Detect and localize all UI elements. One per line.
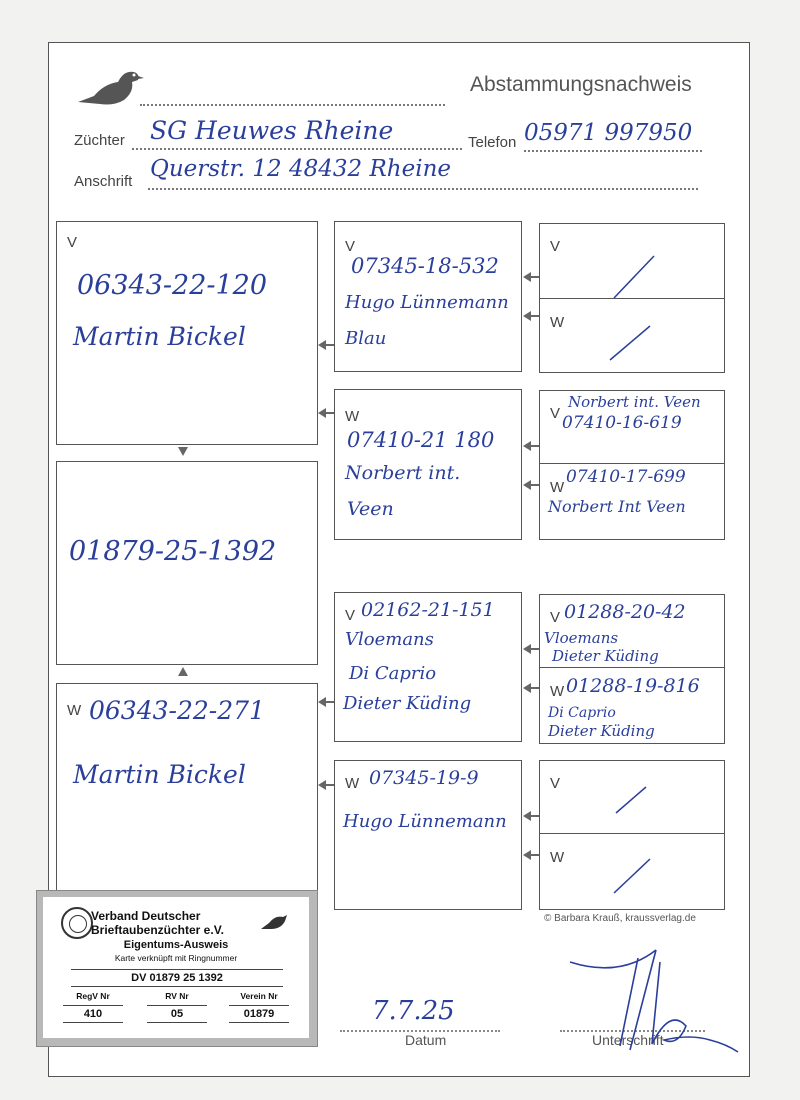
arrow-left-icon bbox=[318, 780, 326, 790]
gp-mm-sex: W bbox=[345, 775, 360, 792]
phone-dotted-line bbox=[524, 150, 702, 152]
gp-ff-sex: V bbox=[345, 238, 356, 255]
arrow-left-icon bbox=[523, 811, 531, 821]
gp-fm-ring: 07410-21 180 bbox=[347, 428, 495, 452]
arrow-down-icon bbox=[178, 447, 188, 456]
gp-ff-owner: Hugo Lünnemann bbox=[345, 292, 509, 313]
ggp-4-w-label: W bbox=[550, 849, 565, 866]
address-value[interactable]: Querstr. 12 48432 Rheine bbox=[150, 156, 451, 182]
pigeon-icon bbox=[74, 62, 146, 110]
copyright-text: © Barbara Krauß, kraussverlag.de bbox=[544, 913, 696, 924]
ggp-2-w-label: W bbox=[550, 479, 565, 496]
ggp-3-v-label: V bbox=[550, 609, 561, 626]
signature-scribble[interactable] bbox=[560, 938, 740, 1058]
arrow-left-icon bbox=[523, 644, 531, 654]
father-box[interactable] bbox=[56, 221, 318, 445]
gp-mf-line2: Di Caprio bbox=[349, 663, 437, 684]
date-label: Datum bbox=[405, 1032, 447, 1048]
grandfather-paternal-box[interactable] bbox=[334, 221, 522, 372]
association-logo-icon bbox=[61, 907, 93, 939]
ggp-4-v-label: V bbox=[550, 775, 561, 792]
ggp-3-w-line1: Di Caprio bbox=[548, 705, 616, 721]
card-col2-head: RV Nr bbox=[165, 991, 189, 1001]
father-owner: Martin Bickel bbox=[73, 322, 246, 351]
empty-slash-icon bbox=[610, 252, 660, 302]
address-label: Anschrift bbox=[74, 173, 133, 190]
pigeon-ring: 01879-25-1392 bbox=[69, 536, 277, 567]
card-col3-head: Verein Nr bbox=[240, 991, 278, 1001]
pigeon-box[interactable] bbox=[56, 461, 318, 665]
arrow-up-icon bbox=[178, 667, 188, 676]
gp-fm-owner-2: Veen bbox=[347, 498, 394, 520]
ggp-1-w-label: W bbox=[550, 314, 565, 331]
empty-slash-icon bbox=[610, 853, 654, 897]
mother-owner: Martin Bickel bbox=[73, 760, 246, 789]
arrow-left-icon bbox=[318, 408, 326, 418]
gp-fm-owner-1: Norbert int. bbox=[345, 462, 461, 484]
grandmother-maternal-box[interactable] bbox=[334, 760, 522, 910]
gp-mf-sex: V bbox=[345, 607, 356, 624]
empty-slash-icon bbox=[612, 781, 652, 817]
arrow-left-icon bbox=[523, 683, 531, 693]
card-title: Eigentums-Ausweis bbox=[123, 939, 229, 951]
ggp-3-w-line2: Dieter Küding bbox=[548, 722, 655, 740]
arrow-left-icon bbox=[318, 697, 326, 707]
signature-label: Unterschrift bbox=[592, 1032, 664, 1048]
document-title: Abstammungsnachweis bbox=[470, 73, 692, 96]
ownership-card bbox=[36, 890, 318, 1047]
ggp-2-v-label: V bbox=[550, 405, 561, 422]
ggp-3-w-label: W bbox=[550, 683, 565, 700]
ggp-3-v-line1: Vloemans bbox=[544, 629, 619, 647]
arrow-left-icon bbox=[523, 311, 531, 321]
card-col3-value: 01879 bbox=[229, 1005, 289, 1023]
ggp-3-v-ring: 01288-20-42 bbox=[564, 601, 686, 623]
card-col1-value: 410 bbox=[63, 1005, 123, 1023]
arrow-left-icon bbox=[523, 272, 531, 282]
grandmother-paternal-box[interactable] bbox=[334, 389, 522, 540]
card-col2-value: 05 bbox=[147, 1005, 207, 1023]
father-sex-label: V bbox=[67, 234, 78, 251]
mother-box[interactable] bbox=[56, 683, 318, 908]
father-ring: 06343-22-120 bbox=[77, 270, 268, 301]
arrow-left-icon bbox=[523, 480, 531, 490]
ggp-1-v-label: V bbox=[550, 238, 561, 255]
ggp-3-v-line2: Dieter Küding bbox=[552, 647, 659, 665]
breeder-dotted-line bbox=[132, 148, 462, 150]
card-col1-head: RegV Nr bbox=[76, 991, 110, 1001]
ggp-3-w-ring: 01288-19-816 bbox=[566, 675, 700, 697]
ggp-2-w-ring: 07410-17-699 bbox=[566, 467, 686, 487]
title-dotted-line bbox=[140, 104, 445, 106]
arrow-left-icon bbox=[523, 441, 531, 451]
ggp-2-v-ring: 07410-16-619 bbox=[562, 413, 682, 433]
ggp-3-box[interactable] bbox=[539, 594, 725, 744]
gp-fm-sex: W bbox=[345, 408, 360, 425]
breeder-label: Züchter bbox=[74, 132, 125, 149]
grandfather-maternal-box[interactable] bbox=[334, 592, 522, 742]
gp-mm-owner: Hugo Lünnemann bbox=[343, 811, 507, 832]
ggp-4-box[interactable] bbox=[539, 760, 725, 910]
card-subtitle: Karte verknüpft mit Ringnummer bbox=[114, 953, 238, 963]
gp-mm-ring: 07345-19-9 bbox=[369, 767, 479, 789]
gp-mf-line3: Dieter Küding bbox=[343, 693, 472, 714]
gp-mf-ring: 02162-21-151 bbox=[361, 599, 495, 621]
gp-ff-color: Blau bbox=[345, 328, 387, 349]
arrow-left-icon bbox=[523, 850, 531, 860]
address-dotted-line bbox=[148, 188, 698, 190]
phone-label: Telefon bbox=[468, 134, 517, 151]
breeder-value[interactable]: SG Heuwes Rheine bbox=[150, 116, 394, 145]
phone-value[interactable]: 05971 997950 bbox=[524, 120, 693, 146]
mother-ring: 06343-22-271 bbox=[89, 696, 265, 725]
ggp-2-v-owner: Norbert int. Veen bbox=[568, 393, 701, 411]
ggp-1-box[interactable] bbox=[539, 223, 725, 373]
empty-slash-icon bbox=[606, 320, 656, 364]
ggp-2-box[interactable] bbox=[539, 390, 725, 540]
ggp-2-w-owner: Norbert Int Veen bbox=[548, 497, 686, 516]
card-org-line1: Verband Deutscher bbox=[91, 909, 201, 923]
card-org-line2: Brieftaubenzüchter e.V. bbox=[91, 923, 224, 937]
date-value[interactable]: 7.7.25 bbox=[372, 996, 455, 1026]
card-ring-number: DV 01879 25 1392 bbox=[71, 969, 283, 987]
gp-ff-ring: 07345-18-532 bbox=[351, 254, 499, 278]
gp-mf-line1: Vloemans bbox=[345, 629, 434, 650]
mother-sex-label: W bbox=[67, 702, 82, 719]
bird-emblem-icon bbox=[259, 911, 289, 933]
arrow-left-icon bbox=[318, 340, 326, 350]
